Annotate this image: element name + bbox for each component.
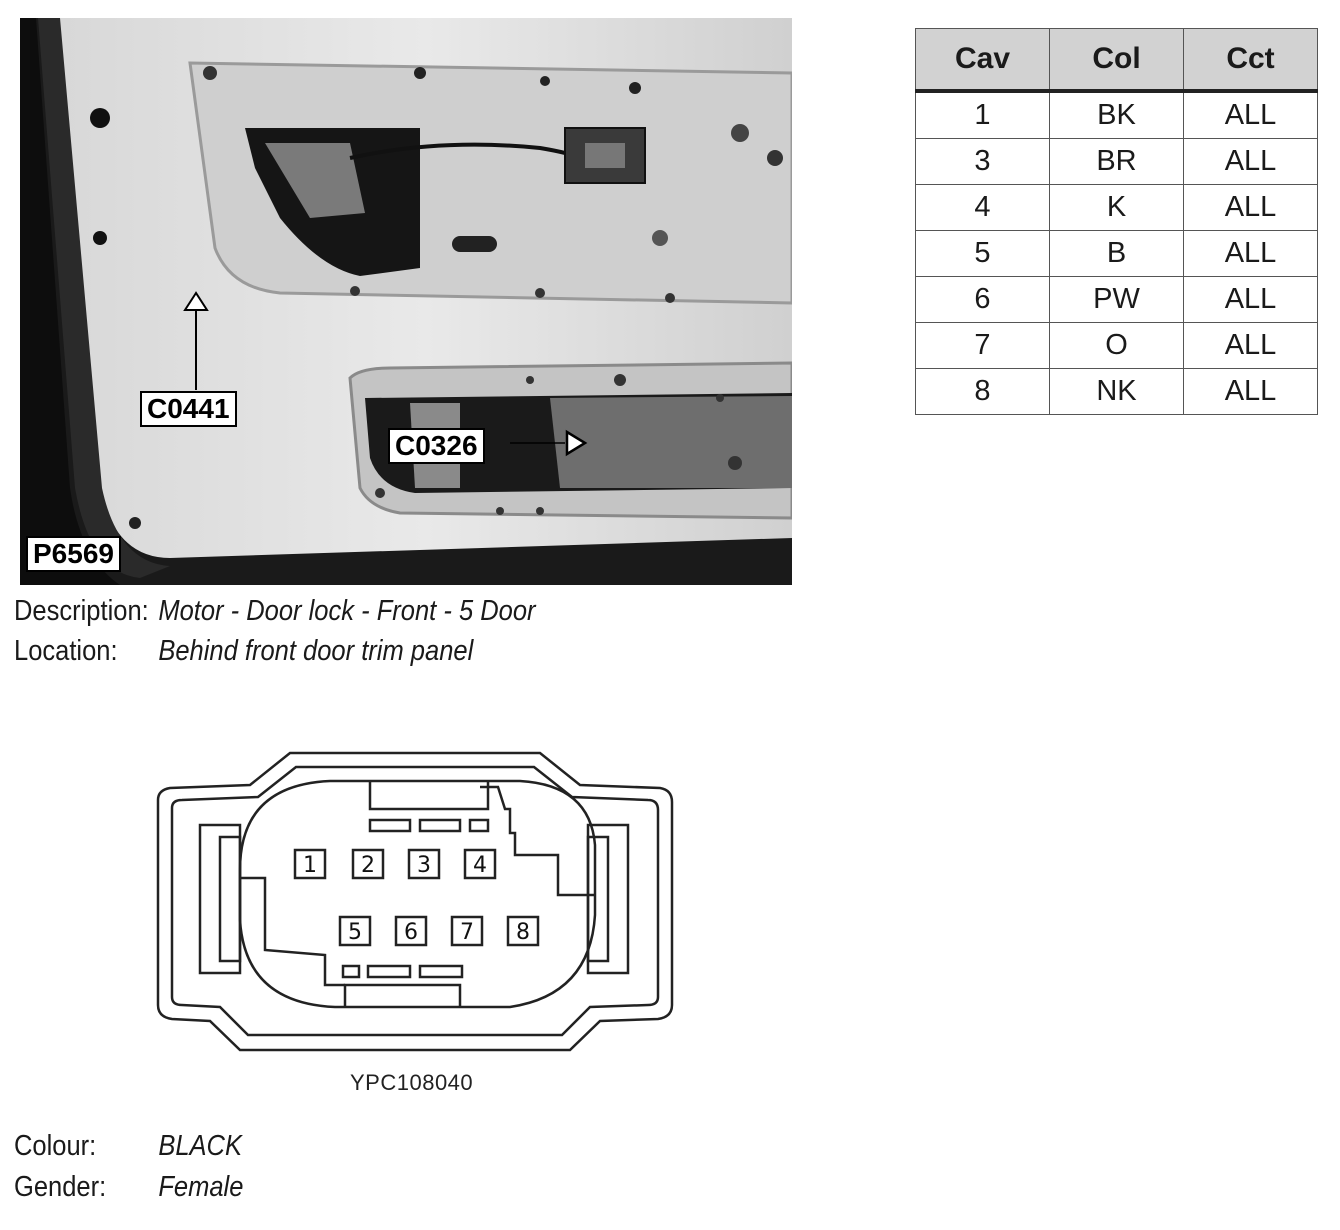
colour-row	[14, 1129, 243, 1163]
slot	[368, 966, 410, 977]
cell-cav: 4	[916, 185, 1050, 231]
door-photo	[20, 18, 792, 585]
figure-reference: P6569	[26, 536, 121, 572]
cell-col: B	[1050, 231, 1184, 277]
table-row	[916, 369, 1318, 415]
pin-number: 7	[460, 920, 474, 945]
slot	[420, 966, 462, 977]
cell-cct: ALL	[1184, 185, 1318, 231]
pin-number: 5	[348, 920, 362, 945]
description-value: Motor - Door lock - Front - 5 Door	[158, 595, 536, 627]
cell-cav: 5	[916, 231, 1050, 277]
connector-inner-housing	[172, 767, 658, 1035]
callout-c0441: C0441	[140, 391, 237, 427]
slot	[370, 820, 410, 831]
cell-cct: ALL	[1184, 139, 1318, 185]
pin-body	[240, 781, 595, 1007]
callout-c0326: C0326	[388, 428, 485, 464]
cell-col: K	[1050, 185, 1184, 231]
cell-cav: 3	[916, 139, 1050, 185]
cell-col: O	[1050, 323, 1184, 369]
connector-face-diagram	[150, 745, 690, 1065]
location-row	[14, 634, 474, 668]
cell-cct: ALL	[1184, 277, 1318, 323]
gender-value: Female	[158, 1171, 244, 1203]
top-key	[370, 781, 488, 809]
table-row	[916, 323, 1318, 369]
slot	[343, 966, 359, 977]
gender-label: Gender:	[14, 1171, 107, 1203]
cell-col: NK	[1050, 369, 1184, 415]
pin-number: 8	[516, 920, 530, 945]
colour-value: BLACK	[158, 1130, 243, 1162]
door-illustration	[20, 18, 792, 585]
cell-cav: 8	[916, 369, 1050, 415]
cell-cct: ALL	[1184, 91, 1318, 139]
table-row	[916, 185, 1318, 231]
pin-number: 4	[473, 853, 487, 878]
header-col: Col	[1050, 29, 1184, 92]
location-value: Behind front door trim panel	[158, 635, 474, 667]
cell-cav: 7	[916, 323, 1050, 369]
description-row	[14, 594, 536, 628]
gender-row	[14, 1170, 244, 1204]
left-latch-inner	[220, 837, 240, 961]
table-row	[916, 91, 1318, 139]
cell-col: PW	[1050, 277, 1184, 323]
location-label: Location:	[14, 635, 118, 667]
pin-number: 2	[361, 853, 375, 878]
pin-number: 1	[303, 853, 317, 878]
colour-label: Colour:	[14, 1130, 97, 1162]
cell-cct: ALL	[1184, 231, 1318, 277]
cell-col: BK	[1050, 91, 1184, 139]
cell-cav: 6	[916, 277, 1050, 323]
table-row	[916, 277, 1318, 323]
bottom-key	[345, 985, 460, 1007]
pin-number: 3	[417, 853, 431, 878]
description-label: Description:	[14, 595, 149, 627]
slot	[470, 820, 488, 831]
connector-reference: YPC108040	[350, 1070, 474, 1095]
cell-col: BR	[1050, 139, 1184, 185]
header-cav: Cav	[916, 29, 1050, 92]
pin-table	[915, 28, 1318, 415]
table-row	[916, 231, 1318, 277]
table-header-row	[916, 29, 1318, 92]
cell-cct: ALL	[1184, 369, 1318, 415]
cell-cct: ALL	[1184, 323, 1318, 369]
cell-cav: 1	[916, 91, 1050, 139]
slot	[420, 820, 460, 831]
pin-number: 6	[404, 920, 418, 945]
table-row	[916, 139, 1318, 185]
header-cct: Cct	[1184, 29, 1318, 92]
